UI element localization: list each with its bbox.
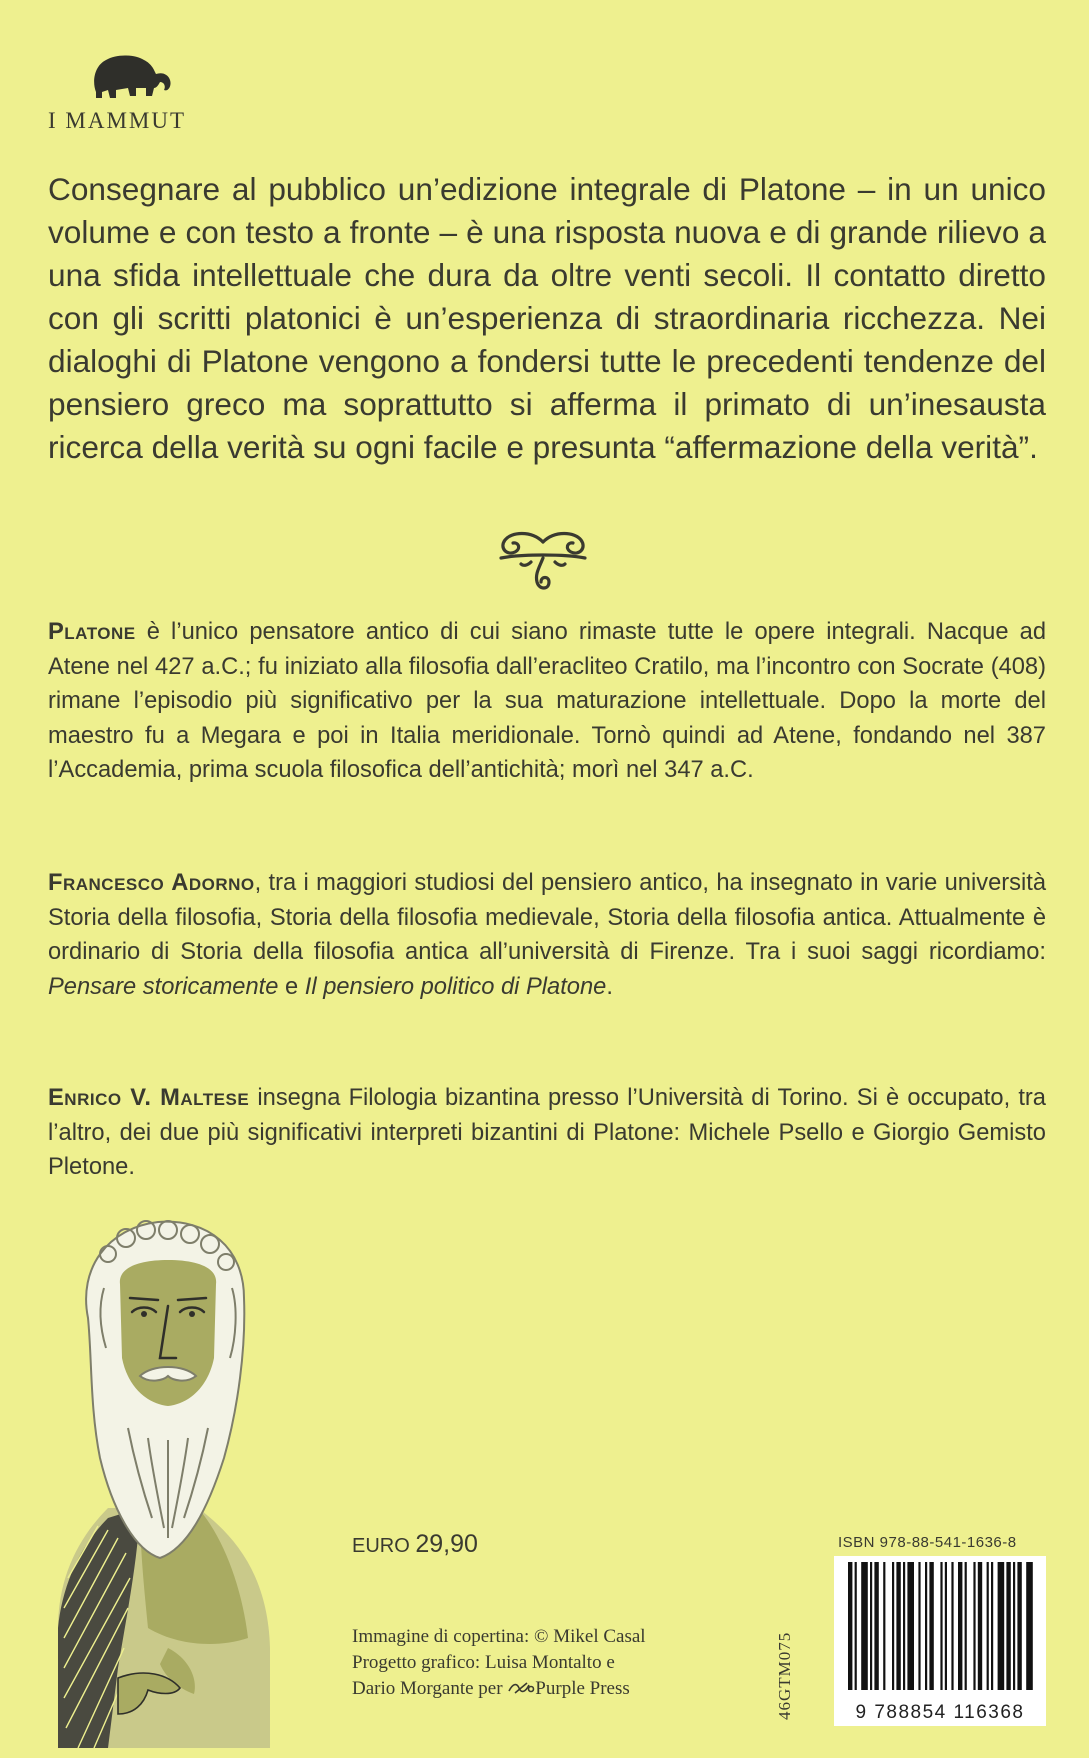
barcode-bar <box>918 1562 920 1690</box>
credit-designer: Dario Morgante per <box>352 1678 503 1699</box>
purple-press-logo-icon <box>507 1681 535 1695</box>
plato-portrait-illustration <box>48 1208 288 1748</box>
author-name-maltese: Enrico V. Maltese <box>48 1085 250 1111</box>
bio-adorno <box>48 866 1046 1004</box>
credits <box>352 1624 712 1702</box>
barcode-bar <box>1013 1562 1015 1690</box>
barcode-bar <box>965 1562 967 1690</box>
barcode-bar <box>940 1562 942 1690</box>
barcode-bar <box>907 1562 914 1690</box>
series-logo <box>48 52 248 134</box>
barcode-bars <box>834 1556 1046 1726</box>
bio-maltese <box>48 1081 1046 1185</box>
credit-cover-image: Immagine di copertina: © Mikel Casal <box>352 1626 646 1647</box>
flourish-ornament-icon <box>491 528 595 594</box>
bio-text-maltese: insegna Filologia bizantina presso l’Università di Torino. Si è occupato, tra l’altro, dei due più significativi interpreti bizantini di Platone: Michele Psello e Giorgio Gemisto Pletone. <box>48 1085 1046 1181</box>
barcode-bar <box>951 1562 953 1690</box>
series-name: I MAMMUT <box>48 108 187 133</box>
barcode-bar <box>870 1562 872 1690</box>
bio-connector: e <box>278 973 305 1000</box>
barcode-bar <box>925 1562 927 1690</box>
barcode-bar <box>903 1562 905 1690</box>
barcode-bar <box>929 1562 933 1690</box>
barcode-bar <box>861 1562 868 1690</box>
publisher-name: Purple Press <box>535 1678 630 1699</box>
barcode-bar <box>896 1562 900 1690</box>
isbn-label: ISBN 978-88-541-1636-8 <box>838 1534 1017 1551</box>
barcode-bar <box>874 1562 878 1690</box>
credit-design-cont <box>352 1676 712 1702</box>
price <box>352 1530 478 1559</box>
barcode-bar <box>1026 1562 1033 1690</box>
author-name-platone: Platone <box>48 619 136 645</box>
barcode-bar <box>892 1562 894 1690</box>
barcode-bar <box>945 1562 947 1690</box>
barcode-bar <box>978 1562 982 1690</box>
barcode-bar <box>958 1562 962 1690</box>
book-title-1: Pensare storicamente <box>48 973 279 1000</box>
bio-end: . <box>606 973 613 1000</box>
barcode-bar <box>973 1562 975 1690</box>
intro-paragraph: Consegnare al pubblico un’edizione integrale di Platone – in un unico volume e con testo a fronte – è una risposta nuova e di grande rilievo a una sfida intellettuale che dura da oltre venti secoli. Il contatto diretto con gli scritti platonici è un’esperienza di straordinaria ricchezza. Nei dialoghi di Platone vengono a fondersi tutte le precedenti tendenze del pensiero greco ma soprattutto si afferma il primato di un’inesausta ricerca della verità su ogni facile e presunta “affermazione della verità”. <box>48 171 1046 465</box>
barcode-digits: 9 788854 116368 <box>855 1702 1025 1723</box>
bio-text-platone: è l’unico pensatore antico di cui siano rimaste tutte le opere integrali. Nacque ad Atene nel 427 a.C.; fu iniziato alla filosofia dall’eracliteo Cratilo, ma l’incontro con Socrate (408) rimane l’episodio più significativo per la sua maturazione intellettuale. Dopo la morte del maestro fu a Megara e poi in Italia meridionale. Tornò quindi ad Atene, fondando nel 387 l’Accademia, prima scuola filosofica dell’antichità; morì nel 347 a.C. <box>48 619 1046 784</box>
credit-design: Progetto grafico: Luisa Montalto e <box>352 1652 615 1673</box>
barcode-bar <box>1017 1562 1021 1690</box>
isbn-barcode <box>834 1556 1046 1726</box>
barcode-bar <box>848 1562 852 1690</box>
barcode-bar <box>883 1562 885 1690</box>
book-title-2: Il pensiero politico di Platone <box>304 973 607 1000</box>
bio-platone <box>48 615 1046 788</box>
mammoth-icon <box>88 52 178 102</box>
product-code: 46GTM075 <box>775 1631 794 1720</box>
price-currency: EURO <box>352 1535 410 1557</box>
barcode-bar <box>987 1562 989 1690</box>
price-amount: 29,90 <box>415 1530 478 1558</box>
barcode-bar <box>1006 1562 1010 1690</box>
barcode-bar <box>855 1562 857 1690</box>
barcode-bar <box>998 1562 1005 1690</box>
barcode-bar <box>991 1562 993 1690</box>
author-name-adorno: Francesco Adorno <box>48 870 255 896</box>
bio-text-adorno: , tra i maggiori studiosi del pensiero antico, ha insegnato in varie università Storia della filosofia, Storia della filosofia medievale, Storia della filosofia antica. Attualmente è ordinario di Storia della filosofia antica all’università di Firenze. Tra i suoi saggi ricordiamo: <box>48 870 1047 966</box>
